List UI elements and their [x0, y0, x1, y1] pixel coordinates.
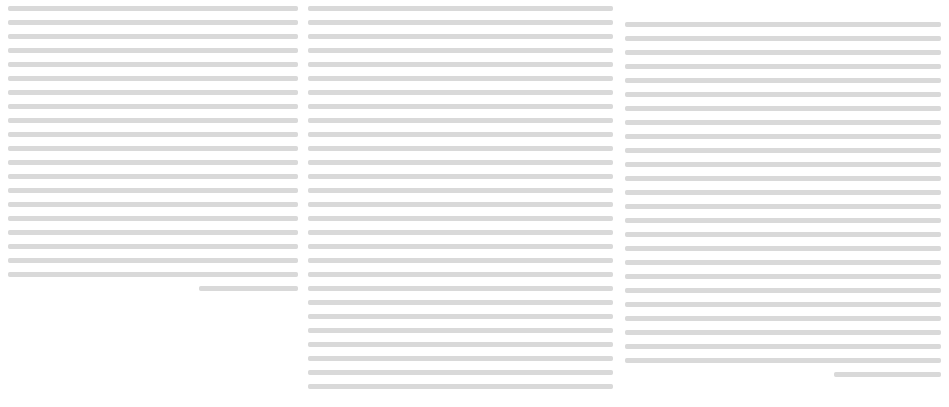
- text-line-placeholder: [625, 260, 941, 265]
- text-line-placeholder: [625, 218, 941, 223]
- text-line-placeholder: [8, 34, 298, 39]
- text-line-placeholder: [308, 34, 613, 39]
- text-line-placeholder: [625, 120, 941, 125]
- text-line-placeholder: [625, 176, 941, 181]
- text-line-placeholder: [308, 76, 613, 81]
- text-line-placeholder: [308, 104, 613, 109]
- text-line-placeholder: [308, 286, 613, 291]
- text-line-placeholder: [8, 90, 298, 95]
- text-line-placeholder: [8, 202, 298, 207]
- text-line-placeholder: [308, 272, 613, 277]
- text-line-placeholder: [8, 48, 298, 53]
- text-line-placeholder: [308, 188, 613, 193]
- text-line-placeholder: [625, 162, 941, 167]
- text-line-placeholder: [308, 244, 613, 249]
- text-line-placeholder: [308, 202, 613, 207]
- text-line-placeholder: [625, 190, 941, 195]
- text-line-placeholder: [308, 90, 613, 95]
- text-column-middle: [308, 6, 613, 401]
- text-line-placeholder: [625, 106, 941, 111]
- text-line-placeholder: [625, 204, 941, 209]
- text-line-placeholder: [8, 104, 298, 109]
- text-line-placeholder: [8, 230, 298, 235]
- text-line-placeholder: [625, 148, 941, 153]
- text-line-placeholder: [8, 76, 298, 81]
- text-line-placeholder: [625, 78, 941, 83]
- text-line-placeholder: [308, 62, 613, 67]
- text-line-placeholder: [625, 64, 941, 69]
- text-line-placeholder: [308, 118, 613, 123]
- column-text-lines: [625, 22, 941, 377]
- text-line-placeholder: [625, 36, 941, 41]
- text-line-placeholder: [308, 370, 613, 375]
- text-line-placeholder: [625, 330, 941, 335]
- text-line-placeholder: [308, 384, 613, 389]
- text-line-placeholder: [8, 174, 298, 179]
- text-line-placeholder: [8, 6, 298, 11]
- text-line-placeholder: [625, 316, 941, 321]
- text-line-placeholder: [308, 174, 613, 179]
- text-line-placeholder: [308, 146, 613, 151]
- column-text-lines: [308, 6, 613, 389]
- text-line-placeholder: [308, 300, 613, 305]
- text-line-placeholder: [308, 48, 613, 53]
- text-line-placeholder: [8, 216, 298, 221]
- text-line-placeholder: [625, 232, 941, 237]
- text-line-placeholder: [308, 6, 613, 11]
- text-line-placeholder: [308, 132, 613, 137]
- text-line-placeholder: [308, 342, 613, 347]
- notice-heading: [625, 6, 941, 22]
- text-line-placeholder: [308, 314, 613, 319]
- text-line-placeholder: [625, 344, 941, 349]
- text-line-placeholder: [308, 328, 613, 333]
- text-line-placeholder: [625, 50, 941, 55]
- text-line-placeholder: [8, 160, 298, 165]
- text-line-placeholder: [8, 146, 298, 151]
- text-line-placeholder: [625, 302, 941, 307]
- text-column-right: [625, 6, 941, 401]
- text-line-placeholder: [625, 274, 941, 279]
- text-line-placeholder: [8, 118, 298, 123]
- text-line-placeholder: [8, 272, 298, 277]
- text-line-placeholder: [308, 160, 613, 165]
- text-line-placeholder: [8, 244, 298, 249]
- text-line-placeholder: [308, 230, 613, 235]
- column-text-lines: [8, 6, 298, 291]
- text-line-placeholder: [625, 22, 941, 27]
- text-line-placeholder: [308, 20, 613, 25]
- text-line-placeholder: [308, 258, 613, 263]
- text-line-placeholder: [8, 188, 298, 193]
- text-line-placeholder: [625, 134, 941, 139]
- text-line-placeholder: [8, 132, 298, 137]
- text-line-placeholder: [625, 92, 941, 97]
- text-line-placeholder: [308, 216, 613, 221]
- text-line-placeholder: [625, 358, 941, 363]
- text-line-placeholder: [8, 20, 298, 25]
- text-line-placeholder: [625, 288, 941, 293]
- text-line-placeholder: [625, 246, 941, 251]
- text-line-placeholder: [308, 356, 613, 361]
- text-line-placeholder: [834, 372, 941, 377]
- text-line-placeholder: [199, 286, 298, 291]
- text-line-placeholder: [8, 258, 298, 263]
- text-line-placeholder: [8, 62, 298, 67]
- text-column-left: [8, 6, 298, 401]
